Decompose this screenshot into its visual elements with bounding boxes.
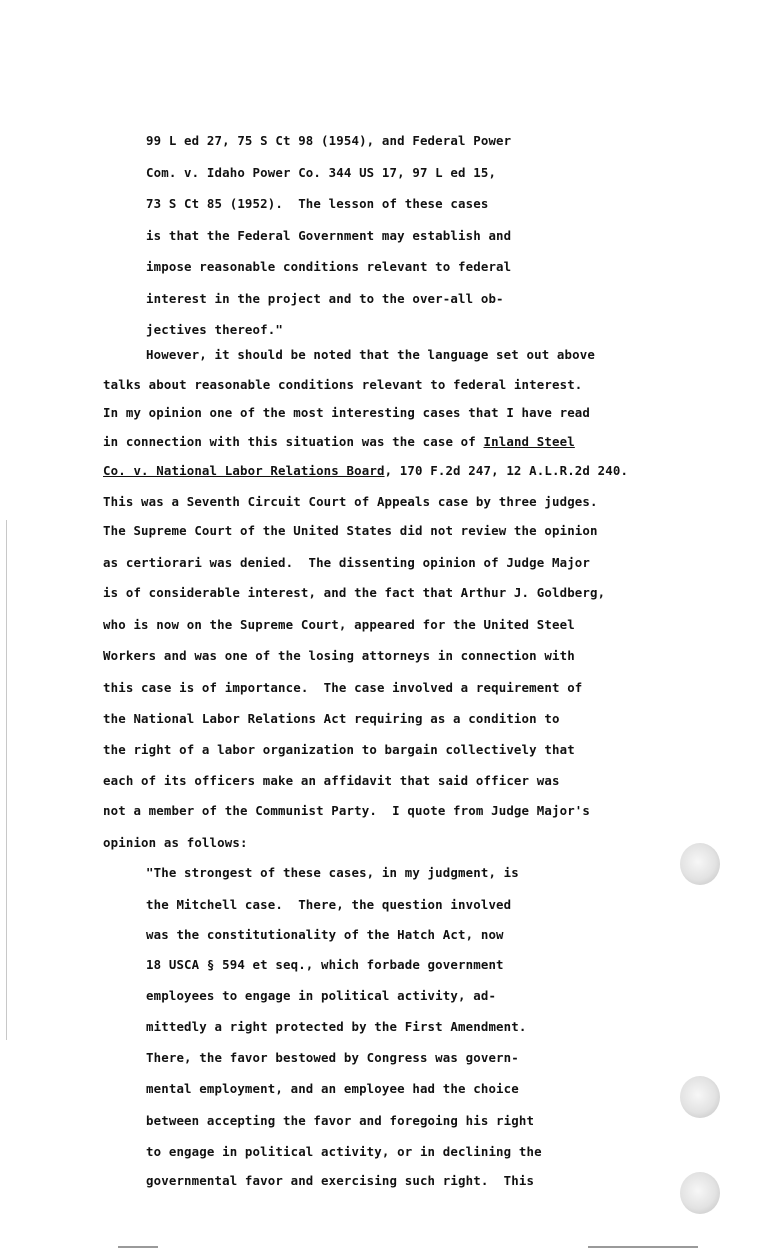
text-line bbox=[146, 1050, 519, 1066]
text-line bbox=[146, 228, 511, 244]
punch-hole bbox=[680, 1076, 720, 1118]
text-line bbox=[103, 742, 575, 758]
text-line bbox=[103, 680, 582, 696]
text-line bbox=[103, 434, 575, 450]
text-line bbox=[146, 897, 511, 913]
text-segment: impose reasonable conditions relevant to federal bbox=[146, 259, 512, 274]
text-line bbox=[146, 1144, 542, 1160]
text-line bbox=[146, 988, 496, 1004]
text-line bbox=[146, 957, 504, 973]
text-segment: to engage in political activity, or in declining the bbox=[146, 1144, 542, 1159]
text-line bbox=[146, 865, 519, 881]
text-segment: is of considerable interest, and the fact that Arthur J. Goldberg, bbox=[103, 585, 606, 600]
text-segment: who is now on the Supreme Court, appeared for the United Steel bbox=[103, 617, 575, 632]
text-segment: was the constitutionality of the Hatch Act, now bbox=[146, 927, 504, 942]
text-line bbox=[103, 803, 590, 819]
text-line bbox=[103, 585, 605, 601]
text-line bbox=[103, 494, 598, 510]
text-segment: opinion as follows: bbox=[103, 835, 248, 850]
text-segment: mental employment, and an employee had the choice bbox=[146, 1081, 519, 1096]
text-line bbox=[146, 1081, 519, 1097]
text-segment: governmental favor and exercising such right. This bbox=[146, 1173, 535, 1188]
text-segment: Workers and was one of the losing attorneys in connection with bbox=[103, 648, 575, 663]
text-segment: , 170 F.2d 247, 12 A.L.R.2d 240. bbox=[384, 463, 629, 478]
text-line bbox=[146, 1019, 527, 1035]
scan-edge-line bbox=[6, 520, 7, 1040]
text-line bbox=[146, 133, 511, 149]
text-segment: The Supreme Court of the United States did not review the opinion bbox=[103, 523, 598, 538]
text-segment: There, the favor bestowed by Congress was govern- bbox=[146, 1050, 519, 1065]
text-line bbox=[103, 405, 590, 421]
text-segment: In my opinion one of the most interesting cases that I have read bbox=[103, 405, 591, 420]
text-line bbox=[103, 711, 560, 727]
scan-mark bbox=[588, 1246, 698, 1248]
text-line bbox=[146, 259, 511, 275]
text-line bbox=[103, 555, 590, 571]
text-line bbox=[146, 322, 283, 338]
text-segment: talks about reasonable conditions relevant to federal interest. bbox=[103, 377, 583, 392]
text-segment: this case is of importance. The case involved a requirement of bbox=[103, 680, 583, 695]
text-segment: not a member of the Communist Party. I quote from Judge Major's bbox=[103, 803, 591, 818]
text-segment: interest in the project and to the over-all ob- bbox=[146, 291, 504, 306]
text-line bbox=[103, 617, 575, 633]
text-line bbox=[146, 347, 595, 363]
text-line bbox=[146, 1173, 534, 1189]
case-citation: Co. v. National Labor Relations Board bbox=[103, 463, 385, 478]
text-segment: 99 L ed 27, 75 S Ct 98 (1954), and Federal Power bbox=[146, 133, 512, 148]
text-segment: 73 S Ct 85 (1952). The lesson of these cases bbox=[146, 196, 489, 211]
text-line bbox=[146, 927, 504, 943]
text-segment: "The strongest of these cases, in my judgment, is bbox=[146, 865, 519, 880]
text-line bbox=[146, 291, 504, 307]
text-segment: between accepting the favor and foregoing his right bbox=[146, 1113, 535, 1128]
text-line bbox=[103, 463, 628, 479]
text-segment: jectives thereof." bbox=[146, 322, 283, 337]
text-line bbox=[146, 1113, 534, 1129]
scan-mark bbox=[118, 1246, 158, 1248]
text-line bbox=[103, 377, 582, 393]
text-segment: mittedly a right protected by the First Amendment. bbox=[146, 1019, 527, 1034]
text-segment: the Mitchell case. There, the question involved bbox=[146, 897, 512, 912]
text-line bbox=[103, 523, 598, 539]
text-segment: employees to engage in political activity, ad- bbox=[146, 988, 497, 1003]
text-segment: This was a Seventh Circuit Court of Appeals case by three judges. bbox=[103, 494, 598, 509]
text-line bbox=[103, 835, 248, 851]
punch-hole bbox=[680, 1172, 720, 1214]
case-citation: Inland Steel bbox=[483, 434, 575, 449]
text-segment: However, it should be noted that the language set out above bbox=[146, 347, 595, 362]
punch-hole bbox=[680, 843, 720, 885]
text-line bbox=[146, 165, 496, 181]
text-segment: each of its officers make an affidavit that said officer was bbox=[103, 773, 560, 788]
text-line bbox=[146, 196, 488, 212]
text-segment: 18 USCA § 594 et seq., which forbade government bbox=[146, 957, 504, 972]
text-line bbox=[103, 648, 575, 664]
text-line bbox=[103, 773, 560, 789]
text-segment: in connection with this situation was the case of bbox=[103, 434, 484, 449]
text-segment: is that the Federal Government may establish and bbox=[146, 228, 512, 243]
text-segment: Com. v. Idaho Power Co. 344 US 17, 97 L ed 15, bbox=[146, 165, 497, 180]
text-segment: the National Labor Relations Act requiring as a condition to bbox=[103, 711, 560, 726]
text-segment: as certiorari was denied. The dissenting opinion of Judge Major bbox=[103, 555, 591, 570]
text-segment: the right of a labor organization to bargain collectively that bbox=[103, 742, 575, 757]
